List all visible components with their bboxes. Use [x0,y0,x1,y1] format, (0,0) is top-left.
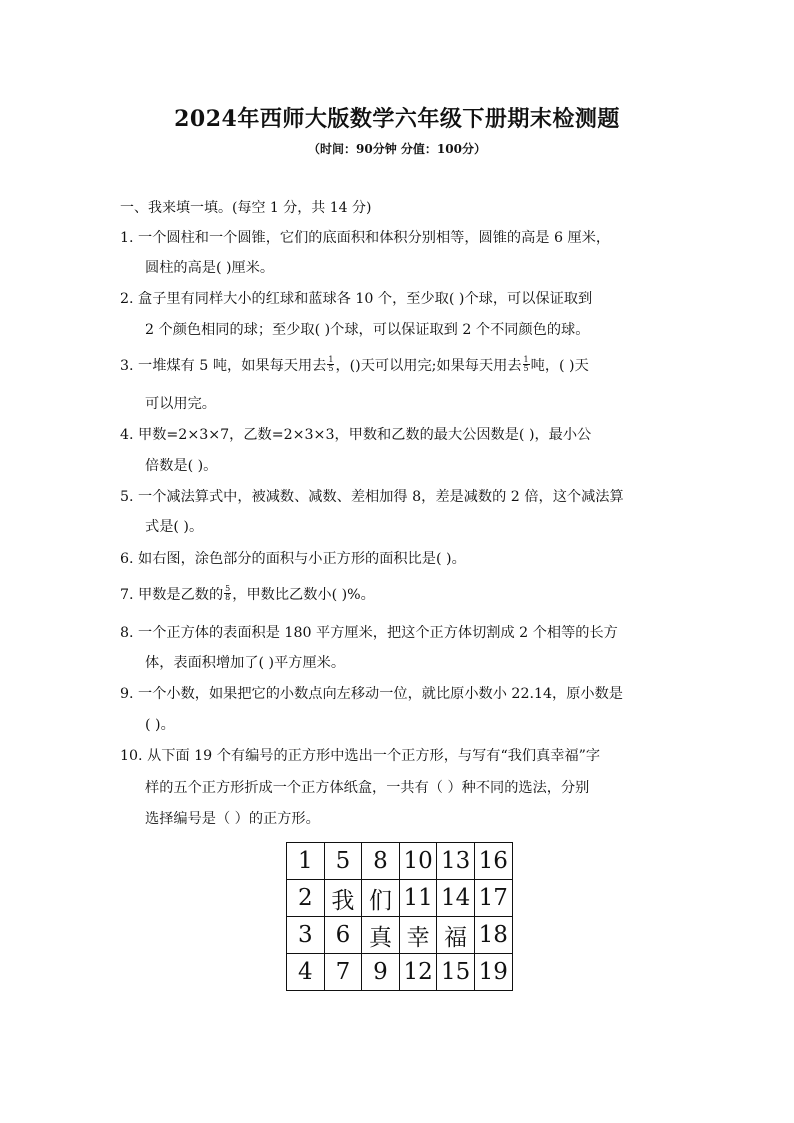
grid-cell: 15 [437,954,475,991]
question-10-line-3: 选择编号是（ ）的正方形。 [145,811,320,827]
grid-cell: 6 [324,917,362,954]
question-4-line-1: 4. 甲数=2×3×7，乙数=2×3×3，甲数和乙数的最大公因数是( )，最小公 [120,427,592,443]
question-3-line-1 [120,356,589,376]
question-7-text-b: ，甲数比乙数小( )%。 [232,587,375,603]
grid-cell: 19 [474,954,512,991]
grid-cell: 9 [362,954,400,991]
grid-cell: 们 [362,880,400,917]
grid-cell: 5 [324,843,362,880]
grid-cell: 幸 [399,917,437,954]
fraction-denominator: 8 [225,592,231,602]
question-3-text-c: 吨，( )天 [530,358,589,374]
question-8-line-1: 8. 一个正方体的表面积是 180 平方厘米，把这个正方体切割成 2 个相等的长方 [120,625,618,641]
grid-cell: 13 [437,843,475,880]
question-7-line-1 [120,585,375,605]
grid-cell: 17 [474,880,512,917]
grid-cell: 2 [287,880,325,917]
grid-cell: 7 [324,954,362,991]
grid-row [287,880,513,917]
fraction-denominator: 5 [523,363,529,373]
question-3-line-2: 可以用完。 [145,396,216,412]
numbered-squares-grid [286,842,513,991]
question-4-line-2: 倍数是( )。 [145,458,218,474]
grid-row [287,843,513,880]
fraction-one-fifth [327,356,334,373]
grid-cell: 11 [399,880,437,917]
grid-cell: 18 [474,917,512,954]
question-5-line-2: 式是( )。 [145,519,204,535]
question-9-line-2: ( )。 [145,717,175,733]
grid-cell: 1 [287,843,325,880]
question-7-text-a: 7. 甲数是乙数的 [120,587,224,603]
question-6-line-1: 6. 如右图，涂色部分的面积与小正方形的面积比是( )。 [120,551,466,567]
fraction-denominator: 5 [328,363,334,373]
question-1-line-1: 1. 一个圆柱和一个圆锥，它们的底面积和体积分别相等，圆锥的高是 6 厘米， [120,230,611,246]
grid-cell: 我 [324,880,362,917]
grid-row [287,917,513,954]
exam-time-and-score: （时间：90分钟 分值：100分） [308,142,486,156]
fraction-five-eighths [224,585,231,602]
grid-cell: 真 [362,917,400,954]
question-1-line-2: 圆柱的高是( )厘米。 [145,260,275,276]
grid-cell: 12 [399,954,437,991]
question-3-text-b: ，()天可以用完;如果每天用去 [335,358,522,374]
grid-cell: 14 [437,880,475,917]
fraction-one-fifth-ton [523,356,530,373]
question-2-line-1: 2. 盒子里有同样大小的红球和蓝球各 10 个，至少取( )个球，可以保证取到 [120,291,593,307]
question-8-line-2: 体，表面积增加了( )平方厘米。 [145,655,346,671]
question-3-text-a: 3. 一堆煤有 5 吨，如果每天用去 [120,358,327,374]
grid-cell: 10 [399,843,437,880]
page-title: 2024年西师大版数学六年级下册期末检测题 [174,106,620,132]
question-2-line-2: 2 个颜色相同的球；至少取( )个球，可以保证取到 2 个不同颜色的球。 [145,322,590,338]
fraction-numerator: 5 [225,583,231,593]
grid-cell: 8 [362,843,400,880]
grid-cell: 福 [437,917,475,954]
question-10-line-1: 10. 从下面 19 个有编号的正方形中选出一个正方形，与写有“我们真幸福”字 [120,748,601,764]
grid-row [287,954,513,991]
question-5-line-1: 5. 一个减法算式中，被减数、减数、差相加得 8，差是减数的 2 倍，这个减法算 [120,489,624,505]
fraction-numerator: 1 [523,354,529,364]
section-heading: 一、我来填一填。(每空 1 分，共 14 分) [120,200,372,216]
grid-cell: 3 [287,917,325,954]
fraction-numerator: 1 [328,354,334,364]
grid-cell: 4 [287,954,325,991]
question-10-line-2: 样的五个正方形折成一个正方体纸盒，一共有（ ）种不同的选法，分别 [145,780,590,796]
grid-cell: 16 [474,843,512,880]
question-9-line-1: 9. 一个小数，如果把它的小数点向左移动一位，就比原小数小 22.14，原小数是 [120,686,623,702]
